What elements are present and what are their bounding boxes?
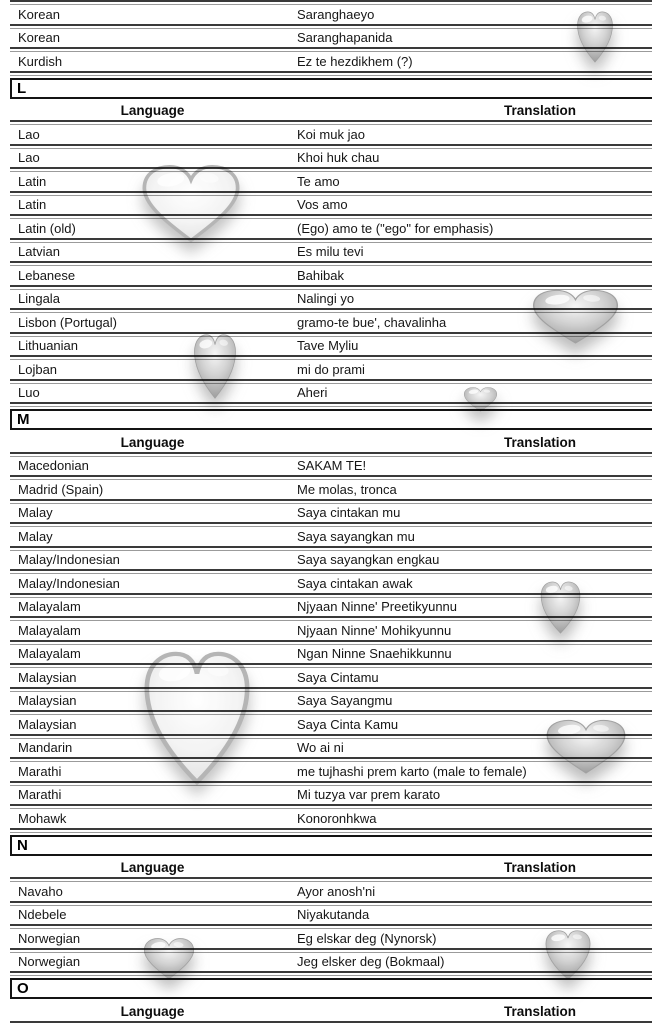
language-cell: Kurdish [18, 53, 63, 69]
language-column-header: Language [120, 1003, 185, 1019]
table-row [10, 621, 652, 640]
row-divider [10, 1021, 652, 1024]
translation-cell: Saya Cinta Kamu [297, 716, 399, 732]
translation-column-header: Translation [503, 103, 576, 119]
table-row [10, 196, 652, 215]
translation-cell: me tujhashi prem karto (male to female) [297, 763, 527, 779]
translation-cell: Wo ai ni [297, 740, 344, 756]
translation-cell: Khoi huk chau [297, 150, 380, 166]
language-cell: Lisbon (Portugal) [18, 314, 117, 330]
language-cell: Malaysian [18, 693, 77, 709]
language-cell: Lao [18, 150, 40, 166]
translation-cell: mi do prami [297, 361, 365, 377]
language-cell: Malay [18, 528, 53, 544]
translation-cell: Tave Myliu [297, 338, 359, 354]
table-row [10, 457, 652, 476]
translation-cell: Ayor anosh'ni [297, 883, 376, 899]
table-row [10, 266, 652, 285]
translation-column-header: Translation [503, 434, 576, 450]
translation-cell: Te amo [297, 173, 340, 189]
table-row [10, 574, 652, 593]
table-row [10, 5, 652, 24]
translation-cell: Bahibak [297, 267, 344, 283]
translation-cell: Es milu tevi [297, 244, 364, 260]
language-cell: Lojban [18, 361, 58, 377]
language-cell: Norwegian [18, 954, 81, 970]
language-cell: Madrid (Spain) [18, 481, 104, 497]
table-row [10, 882, 652, 901]
translation-cell: Eg elskar deg (Nynorsk) [297, 930, 437, 946]
column-header-row [10, 433, 652, 452]
language-cell: Malayalam [18, 646, 81, 662]
table-row [10, 692, 652, 711]
row-divider [10, 71, 652, 76]
table-row [10, 313, 652, 332]
language-cell: Malay/Indonesian [18, 575, 120, 591]
table-row [10, 551, 652, 570]
translation-cell: Ez te hezdikhem (?) [297, 53, 413, 69]
language-cell: Marathi [18, 763, 62, 779]
translation-cell: Nalingi yo [297, 291, 355, 307]
language-cell: Latin (old) [18, 220, 76, 236]
translation-cell: Saranghapanida [297, 30, 393, 46]
language-cell: Latvian [18, 244, 60, 260]
column-header-row [10, 102, 652, 121]
translation-cell: gramo-te bue', chavalinha [297, 314, 447, 330]
table-row [10, 809, 652, 828]
language-cell: Norwegian [18, 930, 81, 946]
translations-table [10, 0, 652, 1024]
language-cell: Malayalam [18, 622, 81, 638]
translation-column-header: Translation [503, 1003, 576, 1019]
language-cell: Malaysian [18, 716, 77, 732]
language-cell: Latin [18, 197, 47, 213]
translation-cell: Ngan Ninne Snaehikkunnu [297, 646, 452, 662]
column-header-row [10, 1002, 652, 1021]
table-row [10, 290, 652, 309]
language-column-header: Language [120, 103, 185, 119]
language-column-header: Language [120, 434, 185, 450]
translation-cell: Konoronhkwa [297, 810, 377, 826]
translation-cell: Jeg elsker deg (Bokmaal) [297, 954, 445, 970]
language-cell: Lebanese [18, 267, 76, 283]
table-row [10, 715, 652, 734]
table-row [10, 52, 652, 71]
table-row [10, 480, 652, 499]
translation-cell: SAKAM TE! [297, 458, 367, 474]
section-letter-box: L [10, 78, 652, 99]
table-row [10, 668, 652, 687]
language-cell: Korean [18, 6, 60, 22]
table-row [10, 527, 652, 546]
translation-cell: Aheri [297, 385, 328, 401]
table-row [10, 360, 652, 379]
table-row [10, 929, 652, 948]
table-row [10, 243, 652, 262]
language-cell: Malay [18, 505, 53, 521]
row-divider [10, 828, 652, 833]
table-row [10, 172, 652, 191]
column-header-row [10, 859, 652, 878]
table-row [10, 219, 652, 238]
translation-cell: Njyaan Ninne' Preetikyunnu [297, 599, 458, 615]
translation-cell: Vos amo [297, 197, 348, 213]
translation-cell: Saranghaeyo [297, 6, 375, 22]
language-cell: Latin [18, 173, 47, 189]
table-row [10, 504, 652, 523]
language-cell: Lingala [18, 291, 60, 307]
translation-cell: Saya Cintamu [297, 669, 379, 685]
table-row [10, 906, 652, 925]
table-row [10, 762, 652, 781]
table-row [10, 739, 652, 758]
language-cell: Korean [18, 30, 60, 46]
translation-cell: Saya cintakan mu [297, 505, 401, 521]
translation-cell: Saya cintakan awak [297, 575, 413, 591]
language-cell: Mandarin [18, 740, 73, 756]
translation-cell: Saya sayangkan mu [297, 528, 415, 544]
table-row [10, 598, 652, 617]
language-cell: Marathi [18, 787, 62, 803]
table-row [10, 786, 652, 805]
language-cell: Ndebele [18, 907, 67, 923]
translation-column-header: Translation [503, 860, 576, 876]
translation-cell: Koi muk jao [297, 126, 365, 142]
translation-cell: Saya Sayangmu [297, 693, 393, 709]
translation-cell: Niyakutanda [297, 907, 370, 923]
language-cell: Lithuanian [18, 338, 78, 354]
row-divider [10, 971, 652, 976]
section-letter-box: O [10, 978, 652, 999]
language-column-header: Language [120, 860, 185, 876]
translation-cell: Saya sayangkan engkau [297, 552, 440, 568]
table-row [10, 337, 652, 356]
table-row [10, 149, 652, 168]
table-row [10, 645, 652, 664]
language-cell: Malayalam [18, 599, 81, 615]
language-cell: Malaysian [18, 669, 77, 685]
row-divider [10, 402, 652, 407]
translation-cell: Njyaan Ninne' Mohikyunnu [297, 622, 452, 638]
table-row [10, 953, 652, 972]
translation-cell: (Ego) amo te ("ego" for emphasis) [297, 220, 494, 236]
language-cell: Lao [18, 126, 40, 142]
language-cell: Luo [18, 385, 40, 401]
section-letter-box: M [10, 409, 652, 430]
language-cell: Macedonian [18, 458, 89, 474]
table-row [10, 29, 652, 48]
language-cell: Mohawk [18, 810, 67, 826]
language-cell: Malay/Indonesian [18, 552, 120, 568]
translation-cell: Me molas, tronca [297, 481, 397, 497]
table-row [10, 384, 652, 403]
section-letter-box: N [10, 835, 652, 856]
language-cell: Navaho [18, 883, 63, 899]
table-row [10, 125, 652, 144]
translation-cell: Mi tuzya var prem karato [297, 787, 441, 803]
